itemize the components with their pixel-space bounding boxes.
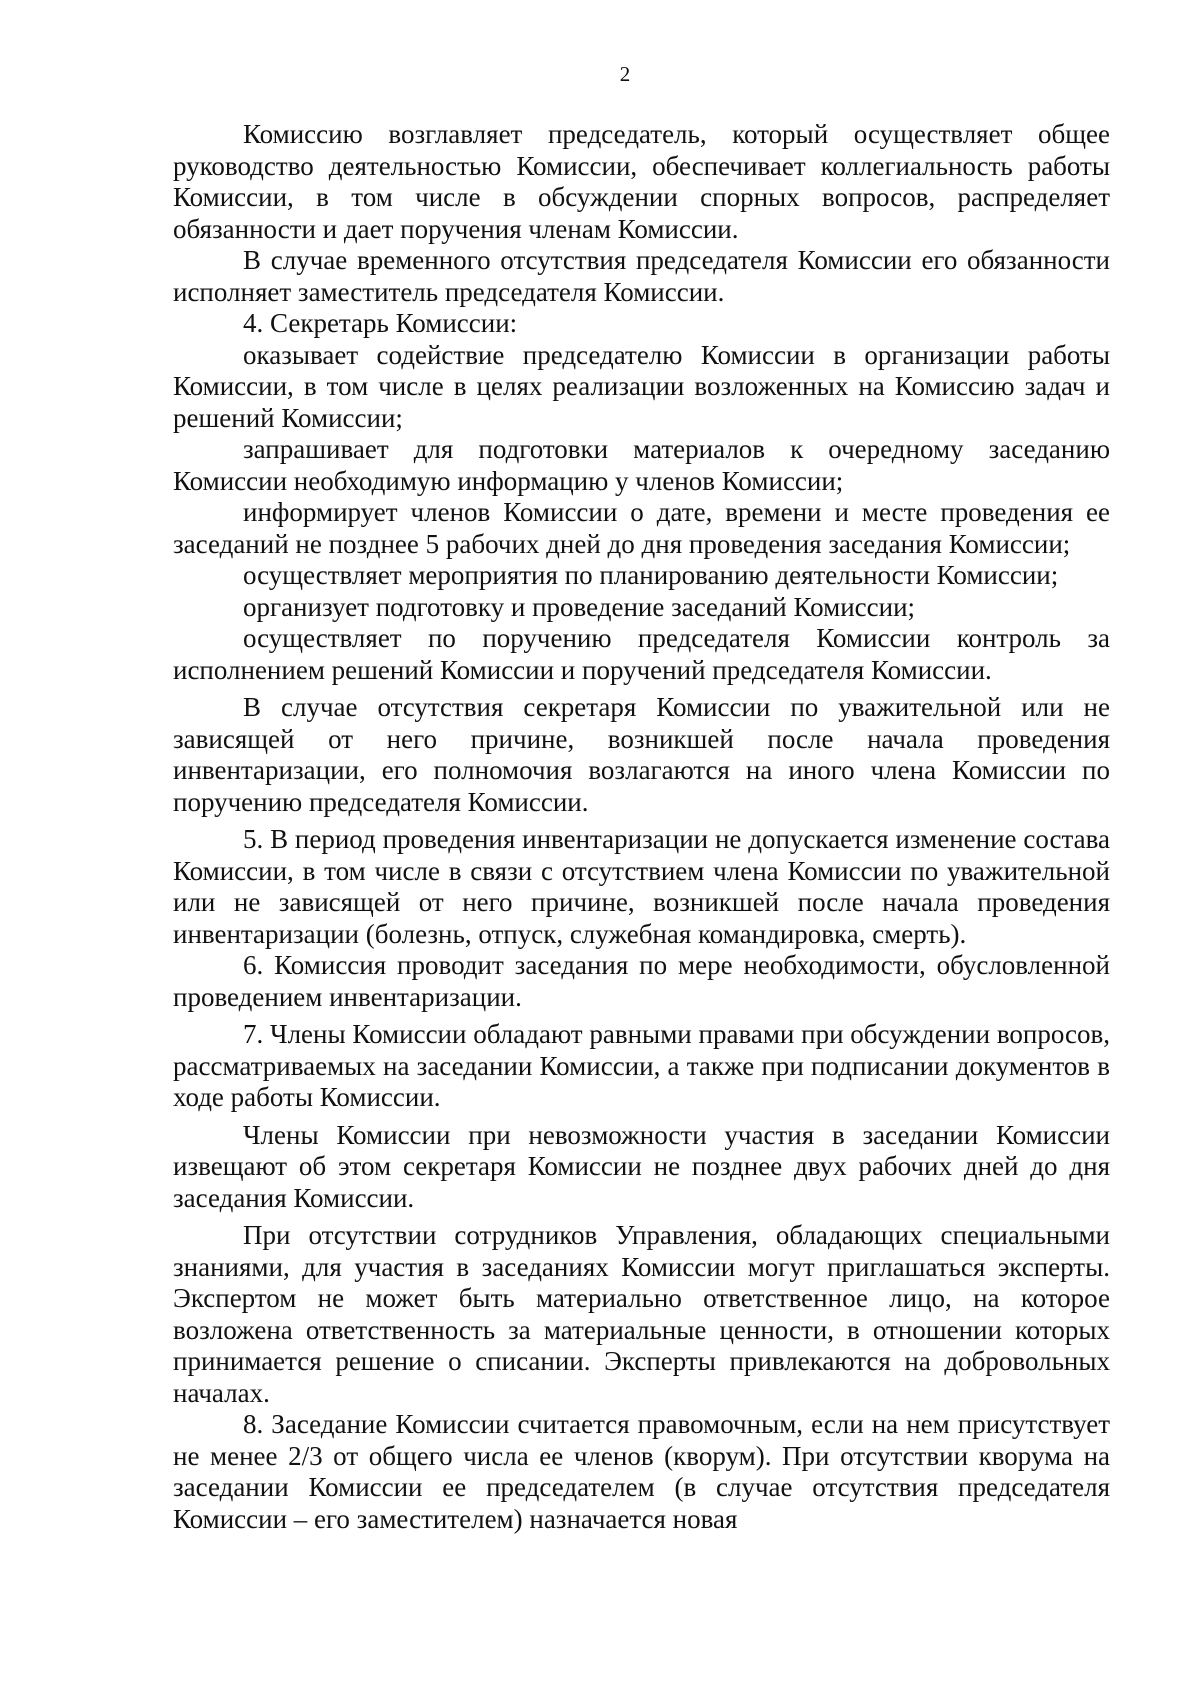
paragraph-members-notify: Члены Комиссии при невозможности участия в заседании Комиссии извещают об этом секретаря Комиссии не позднее двух рабочих дней до дня заседания Комиссии. <box>173 1119 1110 1213</box>
paragraph-secretary-informs: информирует членов Комиссии о дате, времени и месте проведения ее заседаний не позднее 5 рабочих дней до дня проведения заседания Комиссии; <box>173 497 1110 559</box>
paragraph-secretary-absence: В случае отсутствия секретаря Комиссии по уважительной или не зависящей от него причине, возникшей после начала проведения инвентаризации, его полномочия возлагаются на иного члена Комиссии по поручению председателя Комиссии. <box>173 692 1110 817</box>
paragraph-secretary-assists: оказывает содействие председателю Комиссии в организации работы Комиссии, в том числе в целях реализации возложенных на Комиссию задач и решений Комиссии; <box>173 339 1110 433</box>
paragraph-section-4-heading: 4. Секретарь Комиссии: <box>243 308 518 338</box>
paragraph-secretary-controls: осуществляет по поручению председателя Комиссии контроль за исполнением решений Комиссии и поручений председателя Комиссии. <box>173 623 1110 685</box>
paragraph-section-6: 6. Комиссия проводит заседания по мере необходимости, обусловленной проведением инвентаризации. <box>173 950 1110 1012</box>
paragraph-chairman-role: Комиссию возглавляет председатель, который осуществляет общее руководство деятельностью Комиссии, обеспечивает коллегиальность работы Комиссии, в том числе в обсуждении спорных вопросов, распределяет обязанности и дает поручения членам Комиссии. <box>173 119 1110 244</box>
paragraph-section-7: 7. Члены Комиссии обладают равными правами при обсуждении вопросов, рассматриваемых на заседании Комиссии, а также при подписании документов в ходе работы Комиссии. <box>173 1019 1110 1112</box>
paragraph-secretary-organizes: организует подготовку и проведение заседаний Комиссии; <box>243 591 916 622</box>
paragraph-experts: При отсутствии сотрудников Управления, обладающих специальными знаниями, для участия в заседаниях Комиссии могут приглашаться эксперты. Экспертом не может быть материально ответственное лицо, на которое возложена ответственность за материальные ценности, в отношении которых принимается решение о списании. Эксперты привлекаются на добровольных началах. <box>173 1220 1110 1408</box>
paragraph-section-5: 5. В период проведения инвентаризации не допускается изменение состава Комиссии, в том числе в связи с отсутствием члена Комиссии по уважительной или не зависящей от него причине, возникшей после начала проведения инвентаризации (болезнь, отпуск, служебная командировка, смерть). <box>173 824 1110 949</box>
paragraph-deputy-substitution: В случае временного отсутствия председателя Комиссии его обязанности исполняет заместитель председателя Комиссии. <box>173 245 1110 307</box>
paragraph-secretary-plans: осуществляет мероприятия по планированию деятельности Комиссии; <box>243 560 1059 590</box>
paragraph-secretary-requests: запрашивает для подготовки материалов к очередному заседанию Комиссии необходимую информацию у членов Комиссии; <box>173 434 1110 496</box>
page-number: 2 <box>619 62 631 86</box>
paragraph-section-8: 8. Заседание Комиссии считается правомочным, если на нем присутствует не менее 2/3 от общего числа ее членов (кворум). При отсутствии кворума на заседании Комиссии ее председателем (в случае отсутствия председателя Комиссии – его заместителем) назначается новая <box>173 1409 1110 1534</box>
document-body <box>173 119 1110 1535</box>
